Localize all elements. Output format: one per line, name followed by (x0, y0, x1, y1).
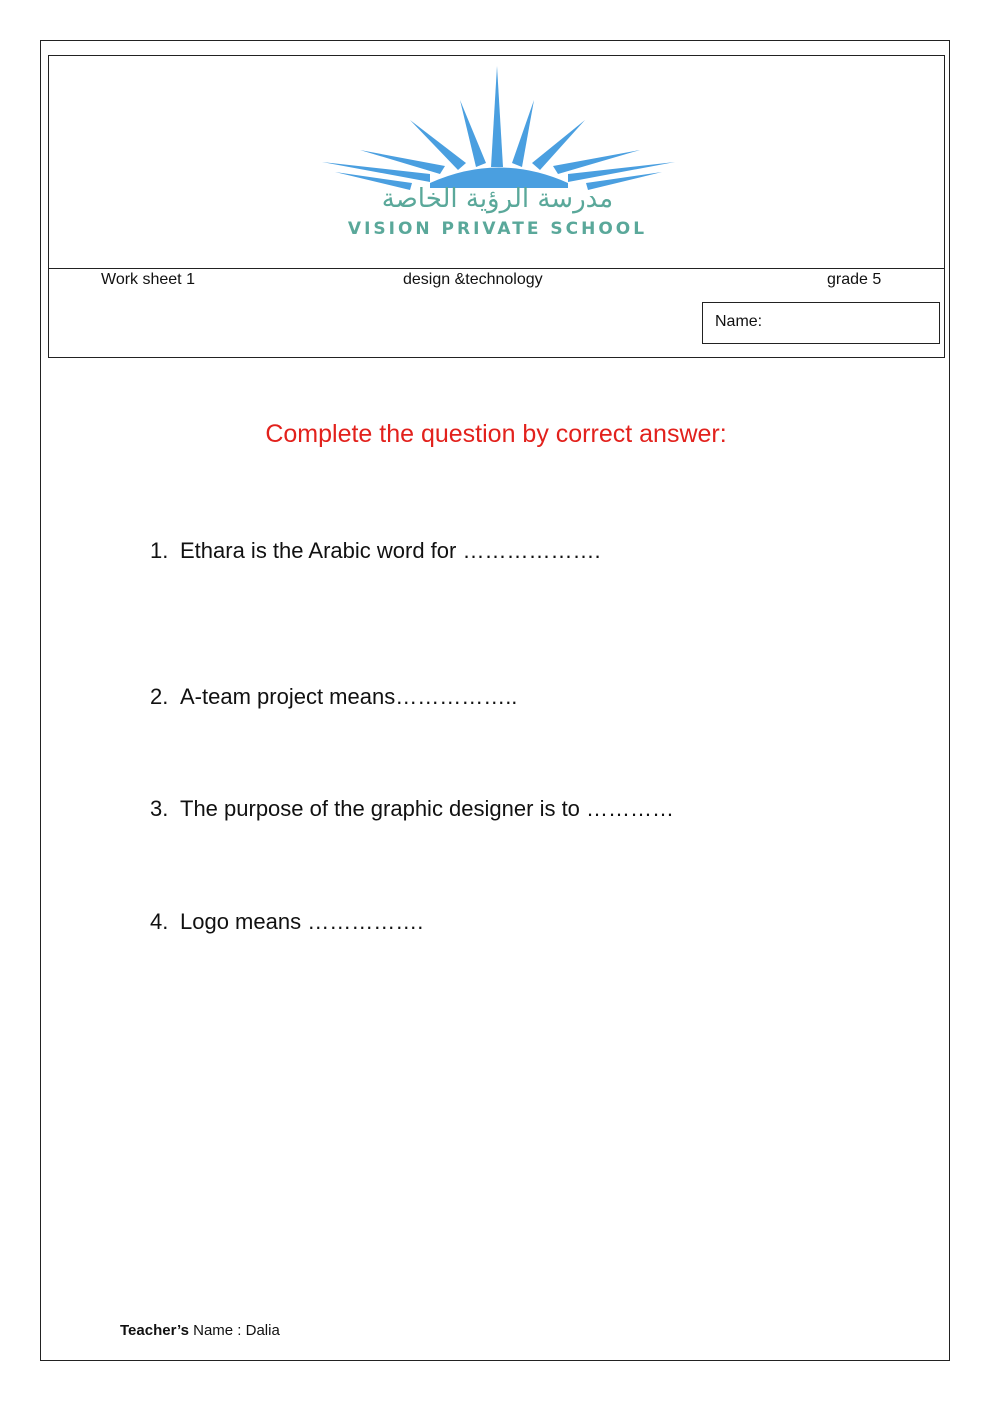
logo-english-text: VISION PRIVATE SCHOOL (347, 219, 648, 239)
question-item (150, 909, 423, 935)
logo-arabic-text: مدرسة الرؤية الخاصة (381, 184, 614, 214)
question-item (150, 796, 674, 822)
question-number: 2. (150, 684, 169, 709)
logo-ray (460, 100, 486, 167)
question-number: 3. (150, 796, 169, 821)
question-text: Ethara is the Arabic word for ………………. (180, 538, 601, 563)
question-number: 4. (150, 909, 169, 934)
name-field-label: Name: (715, 313, 763, 330)
subject-label: design &technology (403, 271, 543, 288)
question-item (150, 684, 517, 710)
instruction-heading: Complete the question by correct answer: (265, 420, 727, 448)
grade-label: grade 5 (827, 271, 882, 288)
teacher-label: Teacher’s (120, 1322, 189, 1339)
teacher-name: Name : Dalia (193, 1322, 280, 1339)
question-text: A-team project means…………….. (180, 684, 518, 709)
name-field[interactable] (702, 302, 940, 344)
logo-ray (491, 66, 503, 167)
worksheet-label: Work sheet 1 (101, 271, 195, 288)
logo-ray (512, 100, 534, 167)
question-text: Logo means ……………. (180, 909, 424, 934)
question-text: The purpose of the graphic designer is to ………… (180, 796, 675, 821)
question-item (150, 538, 601, 564)
question-number: 1. (150, 538, 169, 563)
header-divider (48, 268, 945, 269)
teacher-name-line (120, 1322, 280, 1339)
